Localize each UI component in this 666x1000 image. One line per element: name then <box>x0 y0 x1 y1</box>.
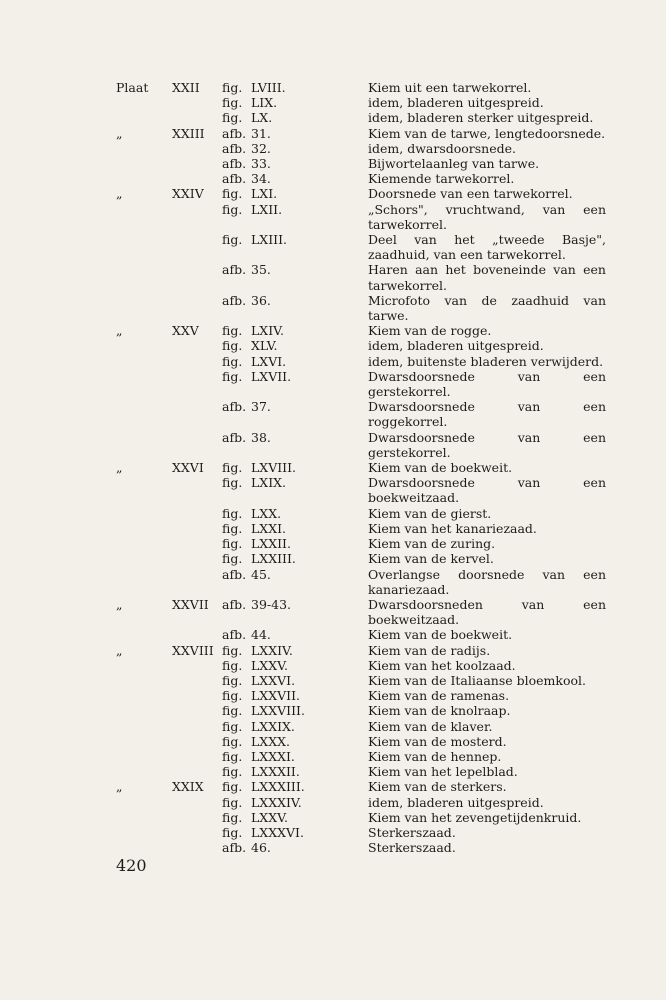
description-cell: Kiem uit een tarwekorrel. <box>368 80 532 95</box>
plate-number-cell <box>172 475 222 505</box>
description-cell: Kiem van de ramenas. <box>368 688 510 704</box>
figure-type-cell: fig. <box>222 657 243 673</box>
table-row <box>116 673 606 688</box>
description-cell: Kiem van de gierst. <box>368 505 492 521</box>
plate-number-cell <box>172 430 222 460</box>
figure-type-cell: afb. <box>222 156 247 172</box>
plaat-cell <box>116 262 172 292</box>
figure-number-cell: 32. <box>251 140 271 156</box>
figure-number-cell: 44. <box>251 627 271 643</box>
figure-number-cell: LVIII. <box>251 80 286 95</box>
description-cell: idem, buitenste bladeren verwijderd. <box>368 353 604 369</box>
plaat-cell <box>116 506 172 521</box>
plate-number-cell <box>172 95 222 110</box>
description-cell: Kiem van de hennep. <box>368 748 502 764</box>
figure-type-cell: fig. <box>222 642 243 658</box>
plate-number-cell: XXV <box>172 323 199 339</box>
figure-type-cell: fig. <box>222 95 243 111</box>
description-cell: Dwarsdoorsneden van een boekweitzaad. <box>368 596 606 628</box>
description-cell: Kiem van de sterkers. <box>368 779 507 795</box>
description-cell: Dwarsdoorsnede van een gerstekorrel. <box>368 368 606 400</box>
plaat-cell: „ <box>116 642 123 658</box>
figure-number-cell: 36. <box>251 292 271 308</box>
description-cell: Kiem van de boekweit. <box>368 627 513 643</box>
figure-number-cell: LXXVII. <box>251 688 300 704</box>
description-cell: Doorsnede van een tarwekorrel. <box>368 186 573 202</box>
figure-type-cell: fig. <box>222 520 243 536</box>
table-row <box>116 430 606 460</box>
figure-number-cell: XLV. <box>251 338 278 354</box>
description-cell: Sterkerszaad. <box>368 840 456 856</box>
plaat-cell <box>116 764 172 779</box>
figure-number-cell: LXXXIV. <box>251 794 302 810</box>
plate-number-cell <box>172 658 222 673</box>
description-cell: Overlangse doorsnede van een kanariezaad. <box>368 566 606 597</box>
plaat-cell <box>116 110 172 125</box>
plate-number-cell <box>172 719 222 734</box>
figure-number-cell: 35. <box>251 262 271 278</box>
figure-number-cell: LXXXVI. <box>251 824 304 840</box>
table-row <box>116 369 606 399</box>
figure-type-cell: fig. <box>222 672 243 688</box>
description-cell: Kiem van het kanariezaad. <box>368 520 537 536</box>
figure-type-cell: fig. <box>222 505 243 521</box>
table-row <box>116 840 606 855</box>
figure-number-cell: LXI. <box>251 186 278 202</box>
table-row <box>116 293 606 323</box>
figure-type-cell: fig. <box>222 764 243 780</box>
figure-type-cell: afb. <box>222 566 247 582</box>
figure-number-cell: LXXX. <box>251 733 290 749</box>
figure-type-cell: fig. <box>222 733 243 749</box>
plate-number-cell <box>172 232 222 262</box>
figure-number-cell: LXXII. <box>251 536 291 552</box>
plate-number-cell <box>172 171 222 186</box>
table-row <box>116 399 606 429</box>
plate-number-cell <box>172 764 222 779</box>
table-row <box>116 506 606 521</box>
plate-number-cell <box>172 551 222 566</box>
table-row <box>116 810 606 825</box>
description-cell: idem, bladeren sterker uitgespreid. <box>368 110 594 126</box>
figure-type-cell: afb. <box>222 262 247 278</box>
description-cell: Kiem van de knolraap. <box>368 703 511 719</box>
figure-number-cell: LX. <box>251 110 273 126</box>
figure-type-cell: afb. <box>222 429 247 445</box>
plaat-cell: „ <box>116 460 123 476</box>
figure-number-cell: LXXV. <box>251 657 288 673</box>
plaat-cell <box>116 673 172 688</box>
figure-type-cell: afb. <box>222 125 247 141</box>
figure-number-cell: LXVIII. <box>251 460 297 476</box>
table-row <box>116 95 606 110</box>
figure-number-cell: 31. <box>251 125 271 141</box>
figure-number-cell: LXXIV. <box>251 642 293 658</box>
plate-number-cell <box>172 703 222 718</box>
plate-index-rows <box>116 80 606 855</box>
figure-type-cell: fig. <box>222 703 243 719</box>
plate-number-cell: XXIV <box>172 186 204 202</box>
plaat-cell: „ <box>116 186 123 202</box>
figure-type-cell: fig. <box>222 809 243 825</box>
plate-number-cell <box>172 156 222 171</box>
description-cell: Kiem van de Italiaanse bloemkool. <box>368 672 586 688</box>
figure-number-cell: 39-43. <box>251 596 292 612</box>
figure-number-cell: 46. <box>251 840 271 856</box>
table-row <box>116 703 606 718</box>
plate-number-cell <box>172 202 222 232</box>
figure-number-cell: LXVI. <box>251 353 287 369</box>
figure-type-cell: afb. <box>222 292 247 308</box>
description-cell: Sterkerszaad. <box>368 824 456 840</box>
figure-number-cell: LXXVIII. <box>251 703 305 719</box>
figure-number-cell: LXVII. <box>251 368 292 384</box>
table-row <box>116 126 606 141</box>
plaat-cell <box>116 475 172 505</box>
table-row <box>116 597 606 627</box>
figure-type-cell: fig. <box>222 748 243 764</box>
plate-number-cell <box>172 141 222 156</box>
description-cell: Kiem van de tarwe, lengtedoorsnede. <box>368 125 606 141</box>
description-cell: Bijwortelaanleg van tarwe. <box>368 156 540 172</box>
table-row <box>116 156 606 171</box>
plaat-cell <box>116 338 172 353</box>
figure-number-cell: LXII. <box>251 201 283 217</box>
plaat-cell: „ <box>116 323 123 339</box>
figure-type-cell: fig. <box>222 688 243 704</box>
description-cell: Microfoto van de zaadhuid van tarwe. <box>368 292 606 324</box>
figure-type-cell: fig. <box>222 824 243 840</box>
table-row <box>116 171 606 186</box>
table-row <box>116 688 606 703</box>
plaat-cell: Plaat <box>116 80 149 95</box>
figure-number-cell: LXXI. <box>251 520 287 536</box>
figure-number-cell: LIX. <box>251 95 278 111</box>
plaat-cell <box>116 688 172 703</box>
plaat-cell <box>116 95 172 110</box>
table-row <box>116 232 606 262</box>
figure-number-cell: LXIX. <box>251 475 287 491</box>
plate-number-cell <box>172 506 222 521</box>
figure-type-cell: afb. <box>222 399 247 415</box>
plaat-cell <box>116 202 172 232</box>
plaat-cell: „ <box>116 596 123 612</box>
description-cell: Kiem van het zevengetijdenkruid. <box>368 809 582 825</box>
plate-number-cell: XXIII <box>172 125 205 141</box>
table-row <box>116 202 606 232</box>
figure-type-cell: afb. <box>222 627 247 643</box>
figure-number-cell: LXX. <box>251 505 282 521</box>
plate-number-cell <box>172 338 222 353</box>
figure-number-cell: 38. <box>251 429 271 445</box>
plate-number-cell <box>172 521 222 536</box>
plaat-cell <box>116 171 172 186</box>
table-row <box>116 795 606 810</box>
table-row <box>116 567 606 597</box>
figure-type-cell: fig. <box>222 338 243 354</box>
plaat-cell <box>116 551 172 566</box>
plate-index-table <box>116 80 606 855</box>
figure-type-cell: fig. <box>222 80 243 95</box>
plaat-cell <box>116 232 172 262</box>
plate-number-cell <box>172 354 222 369</box>
figure-number-cell: 34. <box>251 171 271 187</box>
table-row <box>116 262 606 292</box>
table-row <box>116 825 606 840</box>
description-cell: idem, dwarsdoorsnede. <box>368 140 517 156</box>
description-cell: Kiem van de kervel. <box>368 551 494 567</box>
plaat-cell <box>116 567 172 597</box>
plate-number-cell <box>172 688 222 703</box>
figure-type-cell: fig. <box>222 475 243 491</box>
description-cell: idem, bladeren uitgespreid. <box>368 338 544 354</box>
figure-type-cell: afb. <box>222 596 247 612</box>
table-row <box>116 460 606 475</box>
plaat-cell <box>116 521 172 536</box>
figure-type-cell: fig. <box>222 186 243 202</box>
figure-type-cell: fig. <box>222 368 243 384</box>
plate-number-cell <box>172 825 222 840</box>
figure-number-cell: 33. <box>251 156 271 172</box>
plaat-cell <box>116 719 172 734</box>
plate-number-cell <box>172 399 222 429</box>
figure-type-cell: fig. <box>222 201 243 217</box>
description-cell: Dwarsdoorsnede van een boekweitzaad. <box>368 475 606 506</box>
figure-number-cell: LXXVI. <box>251 672 296 688</box>
description-cell: Deel van het „tweede Basje", zaadhuid, van een tarwekorrel. <box>368 232 606 263</box>
plate-number-cell: XXVII <box>172 596 209 612</box>
figure-type-cell: fig. <box>222 323 243 339</box>
plate-number-cell: XXVIII <box>172 642 214 658</box>
table-row <box>116 643 606 658</box>
plaat-cell <box>116 627 172 642</box>
figure-number-cell: LXIV. <box>251 323 284 339</box>
description-cell: idem, bladeren uitgespreid. <box>368 794 544 810</box>
figure-type-cell: fig. <box>222 718 243 734</box>
description-cell: Haren aan het boveneinde van een tarwekorrel. <box>368 262 606 293</box>
figure-type-cell: fig. <box>222 460 243 476</box>
plaat-cell <box>116 141 172 156</box>
table-row <box>116 354 606 369</box>
figure-number-cell: LXXIII. <box>251 551 296 567</box>
plaat-cell <box>116 840 172 855</box>
table-row <box>116 734 606 749</box>
table-row <box>116 658 606 673</box>
description-cell: Dwarsdoorsnede van een gerstekorrel. <box>368 429 606 460</box>
table-row <box>116 749 606 764</box>
plate-number-cell <box>172 536 222 551</box>
description-cell: idem, bladeren uitgespreid. <box>368 95 544 111</box>
figure-type-cell: fig. <box>222 794 243 810</box>
description-cell: „Schors", vruchtwand, van een tarwekorrel. <box>368 201 606 232</box>
plaat-cell <box>116 399 172 429</box>
plaat-cell <box>116 354 172 369</box>
plaat-cell <box>116 156 172 171</box>
description-cell: Kiem van de zuring. <box>368 536 496 552</box>
plate-number-cell: XXII <box>172 80 200 95</box>
figure-number-cell: LXXXI. <box>251 748 295 764</box>
figure-number-cell: LXXXII. <box>251 764 300 780</box>
table-row <box>116 551 606 566</box>
table-row <box>116 110 606 125</box>
table-row <box>116 627 606 642</box>
table-row <box>116 186 606 201</box>
plaat-cell <box>116 810 172 825</box>
plate-number-cell <box>172 369 222 399</box>
figure-type-cell: fig. <box>222 353 243 369</box>
plate-number-cell <box>172 262 222 292</box>
figure-number-cell: LXIII. <box>251 232 287 248</box>
description-cell: Kiem van het koolzaad. <box>368 657 516 673</box>
plate-number-cell <box>172 840 222 855</box>
plaat-cell <box>116 703 172 718</box>
plate-number-cell <box>172 627 222 642</box>
plate-number-cell <box>172 110 222 125</box>
table-row <box>116 779 606 794</box>
figure-type-cell: fig. <box>222 536 243 552</box>
plaat-cell <box>116 430 172 460</box>
plaat-cell <box>116 795 172 810</box>
plaat-cell <box>116 749 172 764</box>
table-row <box>116 764 606 779</box>
plate-number-cell <box>172 795 222 810</box>
description-cell: Dwarsdoorsnede van een roggekorrel. <box>368 399 606 430</box>
figure-type-cell: afb. <box>222 140 247 156</box>
figure-type-cell: fig. <box>222 232 243 248</box>
plaat-cell <box>116 369 172 399</box>
plaat-cell: „ <box>116 779 123 795</box>
figure-number-cell: 45. <box>251 566 271 582</box>
plaat-cell <box>116 536 172 551</box>
page-number: 420 <box>116 856 147 875</box>
table-row <box>116 323 606 338</box>
plate-number-cell <box>172 749 222 764</box>
figure-number-cell: LXXIX. <box>251 718 295 734</box>
plate-number-cell <box>172 810 222 825</box>
table-row <box>116 536 606 551</box>
description-cell: Kiemende tarwekorrel. <box>368 171 515 187</box>
description-cell: Kiem van de radijs. <box>368 642 491 658</box>
description-cell: Kiem van de klaver. <box>368 718 493 734</box>
plaat-cell: „ <box>116 125 123 141</box>
plaat-cell <box>116 734 172 749</box>
figure-type-cell: fig. <box>222 551 243 567</box>
figure-number-cell: LXXV. <box>251 809 288 825</box>
figure-number-cell: LXXXIII. <box>251 779 305 795</box>
plate-number-cell: XXIX <box>172 779 204 795</box>
table-row <box>116 719 606 734</box>
description-cell: Kiem van de rogge. <box>368 323 492 339</box>
plate-number-cell <box>172 673 222 688</box>
plate-number-cell <box>172 293 222 323</box>
description-cell: Kiem van de boekweit. <box>368 460 513 476</box>
table-row <box>116 338 606 353</box>
figure-number-cell: 37. <box>251 399 271 415</box>
plaat-cell <box>116 825 172 840</box>
table-row <box>116 80 606 95</box>
description-cell: Kiem van het lepelblad. <box>368 764 518 780</box>
figure-type-cell: fig. <box>222 110 243 126</box>
figure-type-cell: fig. <box>222 779 243 795</box>
description-cell: Kiem van de mosterd. <box>368 733 507 749</box>
plate-number-cell <box>172 567 222 597</box>
table-row <box>116 475 606 505</box>
table-row <box>116 521 606 536</box>
figure-type-cell: afb. <box>222 840 247 856</box>
plaat-cell <box>116 293 172 323</box>
plaat-cell <box>116 658 172 673</box>
plate-number-cell <box>172 734 222 749</box>
plate-number-cell: XXVI <box>172 460 204 476</box>
figure-type-cell: afb. <box>222 171 247 187</box>
table-row <box>116 141 606 156</box>
